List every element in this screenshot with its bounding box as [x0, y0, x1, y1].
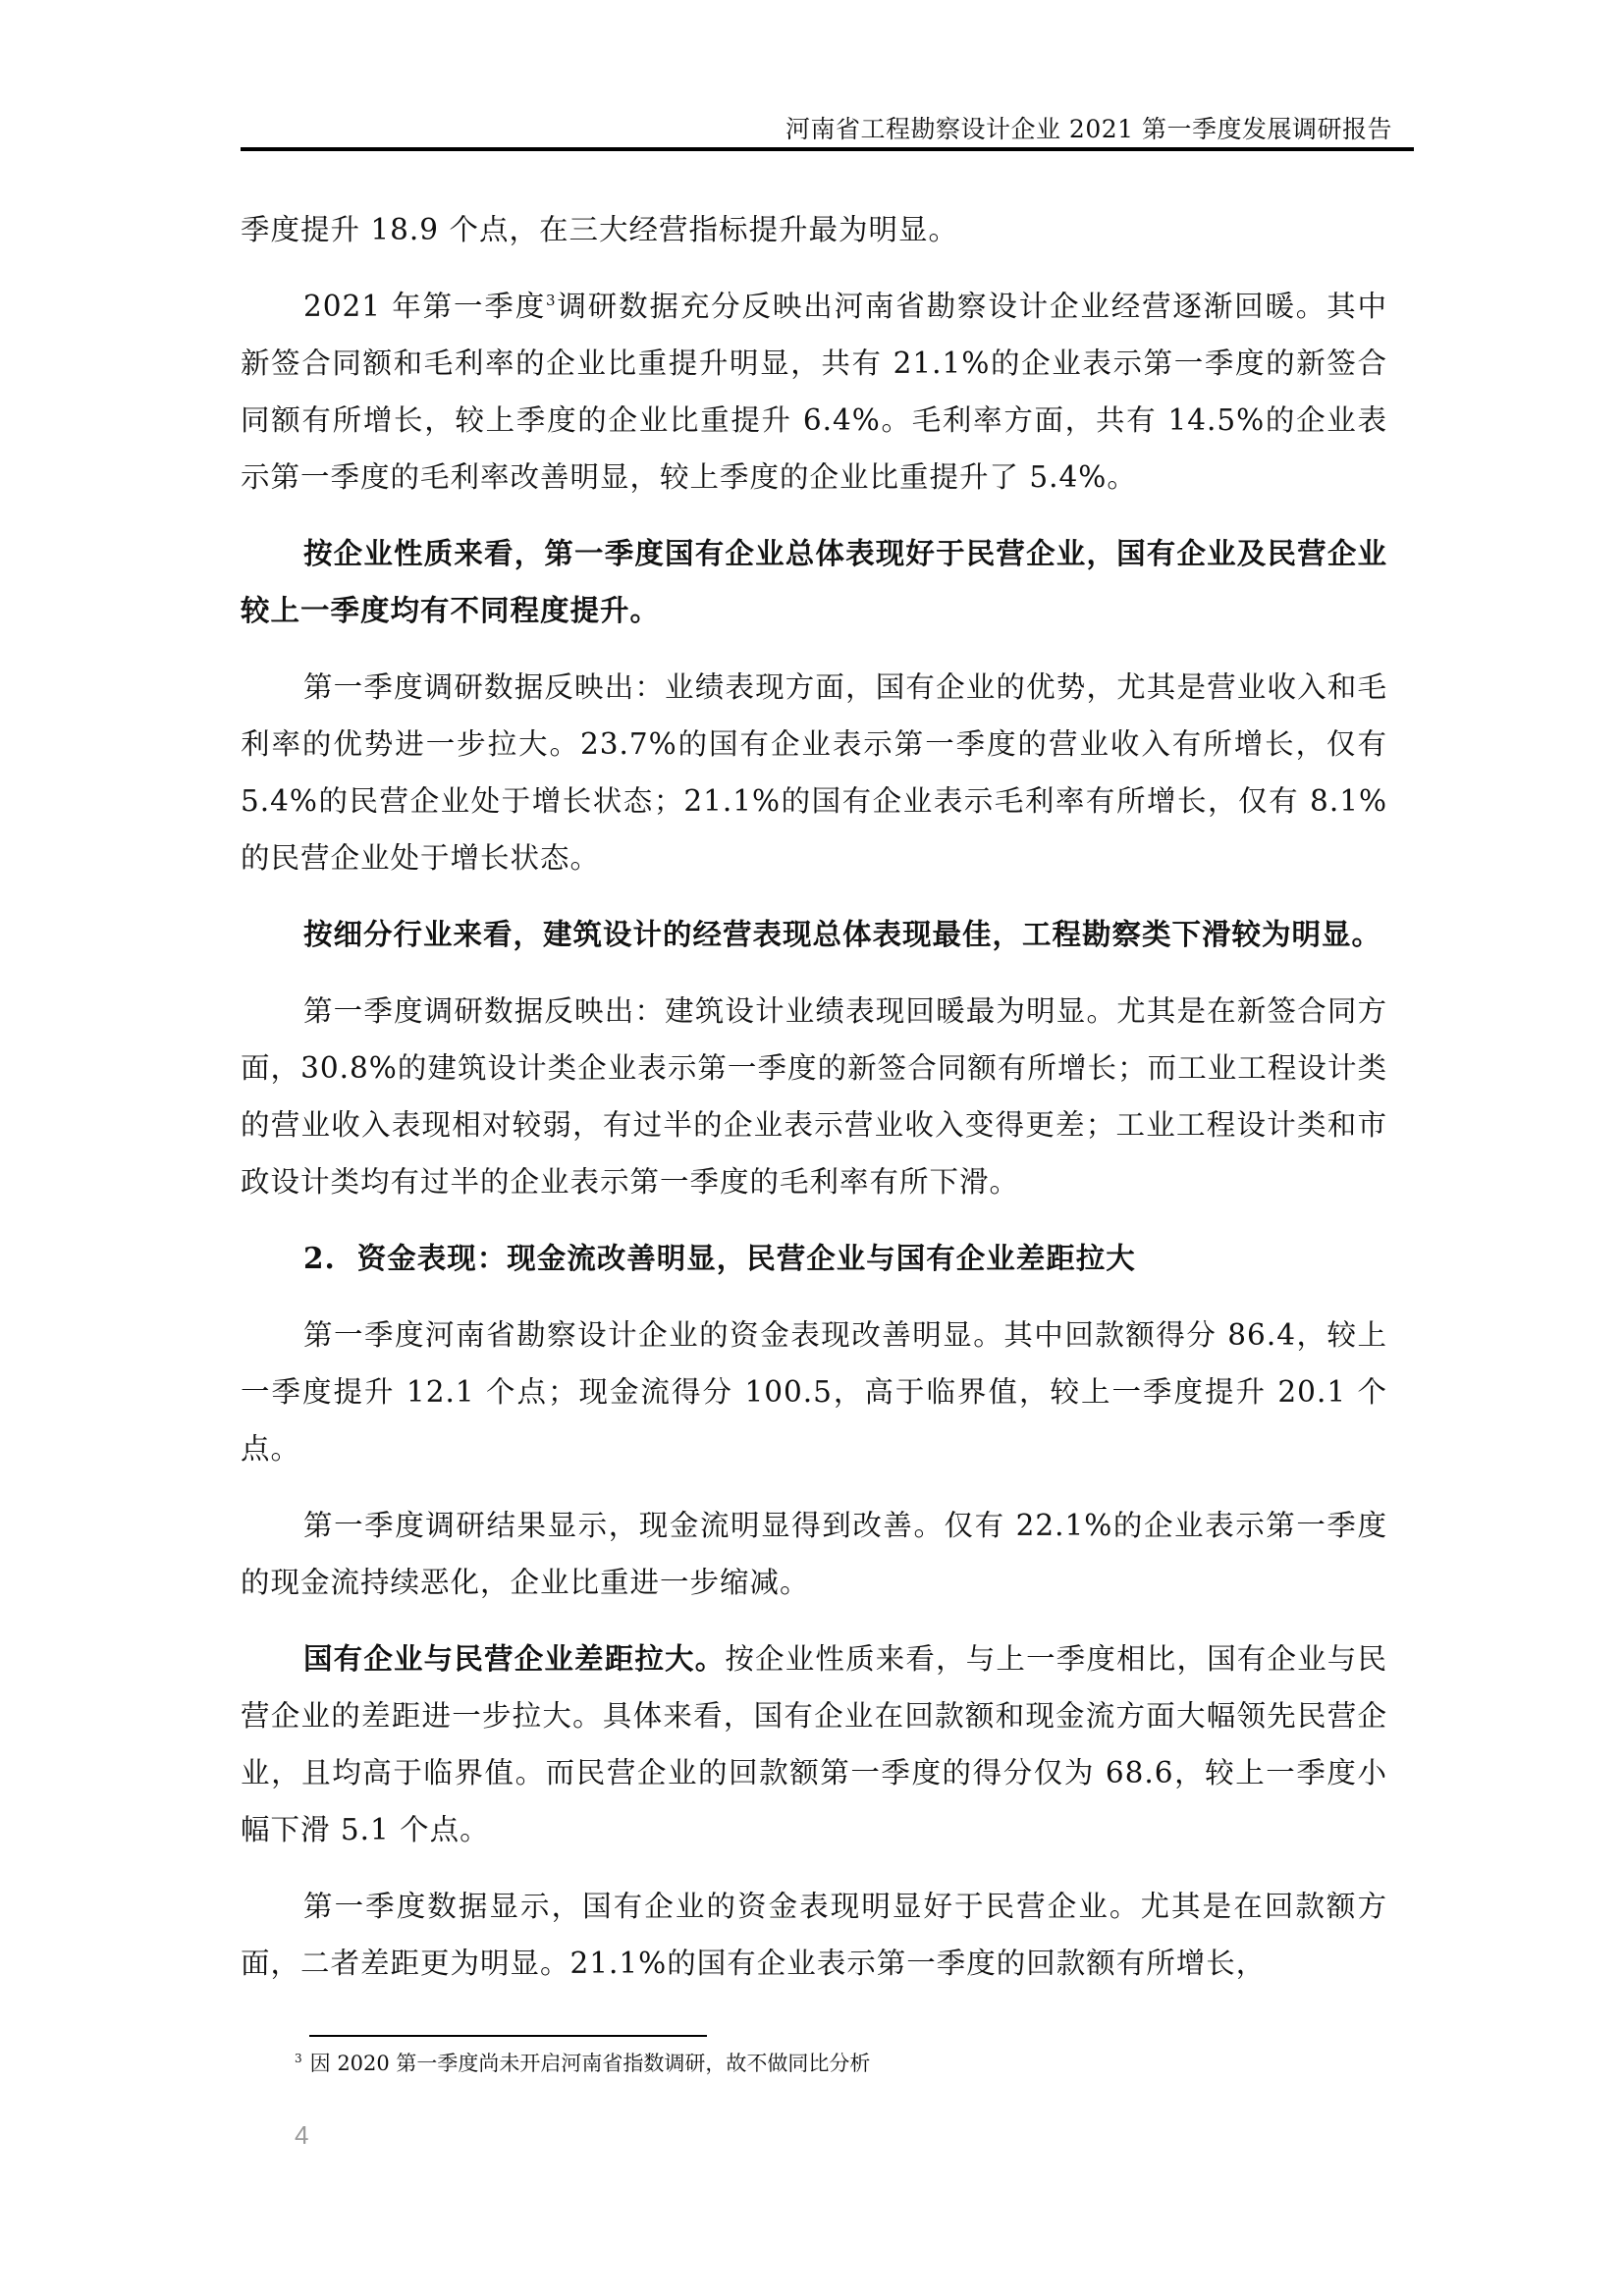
paragraph-cashflow: 第一季度调研结果显示，现金流明显得到改善。仅有 22.1%的企业表示第一季度的现金流持续恶化，企业比重进一步缩减。	[241, 1509, 1387, 1599]
paragraph-gap-body: 按企业性质来看，与上一季度相比，国有企业与民营企业的差距进一步拉大。具体来看，国有企业在回款额和现金流方面大幅领先民营企业，且均高于临界值。而民营企业的回款额第一季度的得分仅为 68.6，较上一季度小幅下滑 5.1 个点。	[241, 1642, 1387, 1846]
page-number: 4	[295, 2120, 309, 2150]
paragraph-collections: 第一季度数据显示，国有企业的资金表现明显好于民营企业。尤其是在回款额方面，二者差距更为明显。21.1%的国有企业表示第一季度的回款额有所增长，	[241, 1890, 1387, 1980]
paragraph-overview	[241, 278, 1387, 506]
body-text	[241, 201, 1387, 2011]
section-number: 2.	[303, 1241, 336, 1275]
paragraph-continuation: 季度提升 18.9 个点，在三大经营指标提升最为明显。	[241, 213, 958, 246]
paragraph-industry-summary: 按细分行业来看，建筑设计的经营表现总体表现最佳，工程勘察类下滑较为明显。	[303, 917, 1382, 951]
footnote-text: 因 2020 第一季度尚未开启河南省指数调研，故不做同比分析	[309, 2052, 871, 2075]
paragraph-gap-lead: 国有企业与民营企业差距拉大。	[303, 1641, 726, 1676]
footnote-rule	[309, 2035, 707, 2037]
paragraph-overview-body: 调研数据充分反映出河南省勘察设计企业经营逐渐回暖。其中新签合同额和毛利率的企业比重提升明显，共有 21.1%的企业表示第一季度的新签合同额有所增长，较上季度的企业比重提升 6.4%。毛利率方面，共有 14.5%的企业表示第一季度的毛利率改善明显，较上季度的企业比重提升了 5.4%。	[241, 290, 1387, 494]
paragraph-funds-scores: 第一季度河南省勘察设计企业的资金表现改善明显。其中回款额得分 86.4，较上一季度提升 12.1 个点；现金流得分 100.5，高于临界值，较上一季度提升 20.1 个点。	[241, 1318, 1387, 1466]
paragraph-overview-lead: 2021 年第一季度	[303, 290, 547, 323]
section-heading	[241, 1230, 1387, 1287]
paragraph-gap	[241, 1630, 1387, 1858]
footnote-ref[interactable]: 3	[546, 292, 557, 310]
section-title: 资金表现：现金流改善明显，民营企业与国有企业差距拉大	[356, 1241, 1136, 1275]
footnote-marker: 3	[295, 2052, 302, 2065]
header-title: 河南省工程勘察设计企业 2021 第一季度发展调研报告	[785, 115, 1392, 143]
header-rule	[241, 147, 1414, 151]
paragraph-enterprise-nature-detail: 第一季度调研数据反映出：业绩表现方面，国有企业的优势，尤其是营业收入和毛利率的优势进一步拉大。23.7%的国有企业表示第一季度的营业收入有所增长，仅有 5.4%的民营企业处于增长状态；21.1%的国有企业表示毛利率有所增长，仅有 8.1%的民营企业处于增长状态。	[241, 670, 1387, 875]
footnote	[295, 2048, 870, 2077]
paragraph-enterprise-nature-summary: 按企业性质来看，第一季度国有企业总体表现好于民营企业，国有企业及民营企业较上一季度均有不同程度提升。	[241, 536, 1387, 627]
paragraph-industry-detail: 第一季度调研数据反映出：建筑设计业绩表现回暖最为明显。尤其是在新签合同方面，30.8%的建筑设计类企业表示第一季度的新签合同额有所增长；而工业工程设计类的营业收入表现相对较弱，有过半的企业表示营业收入变得更差；工业工程设计类和市政设计类均有过半的企业表示第一季度的毛利率有所下滑。	[241, 994, 1387, 1199]
